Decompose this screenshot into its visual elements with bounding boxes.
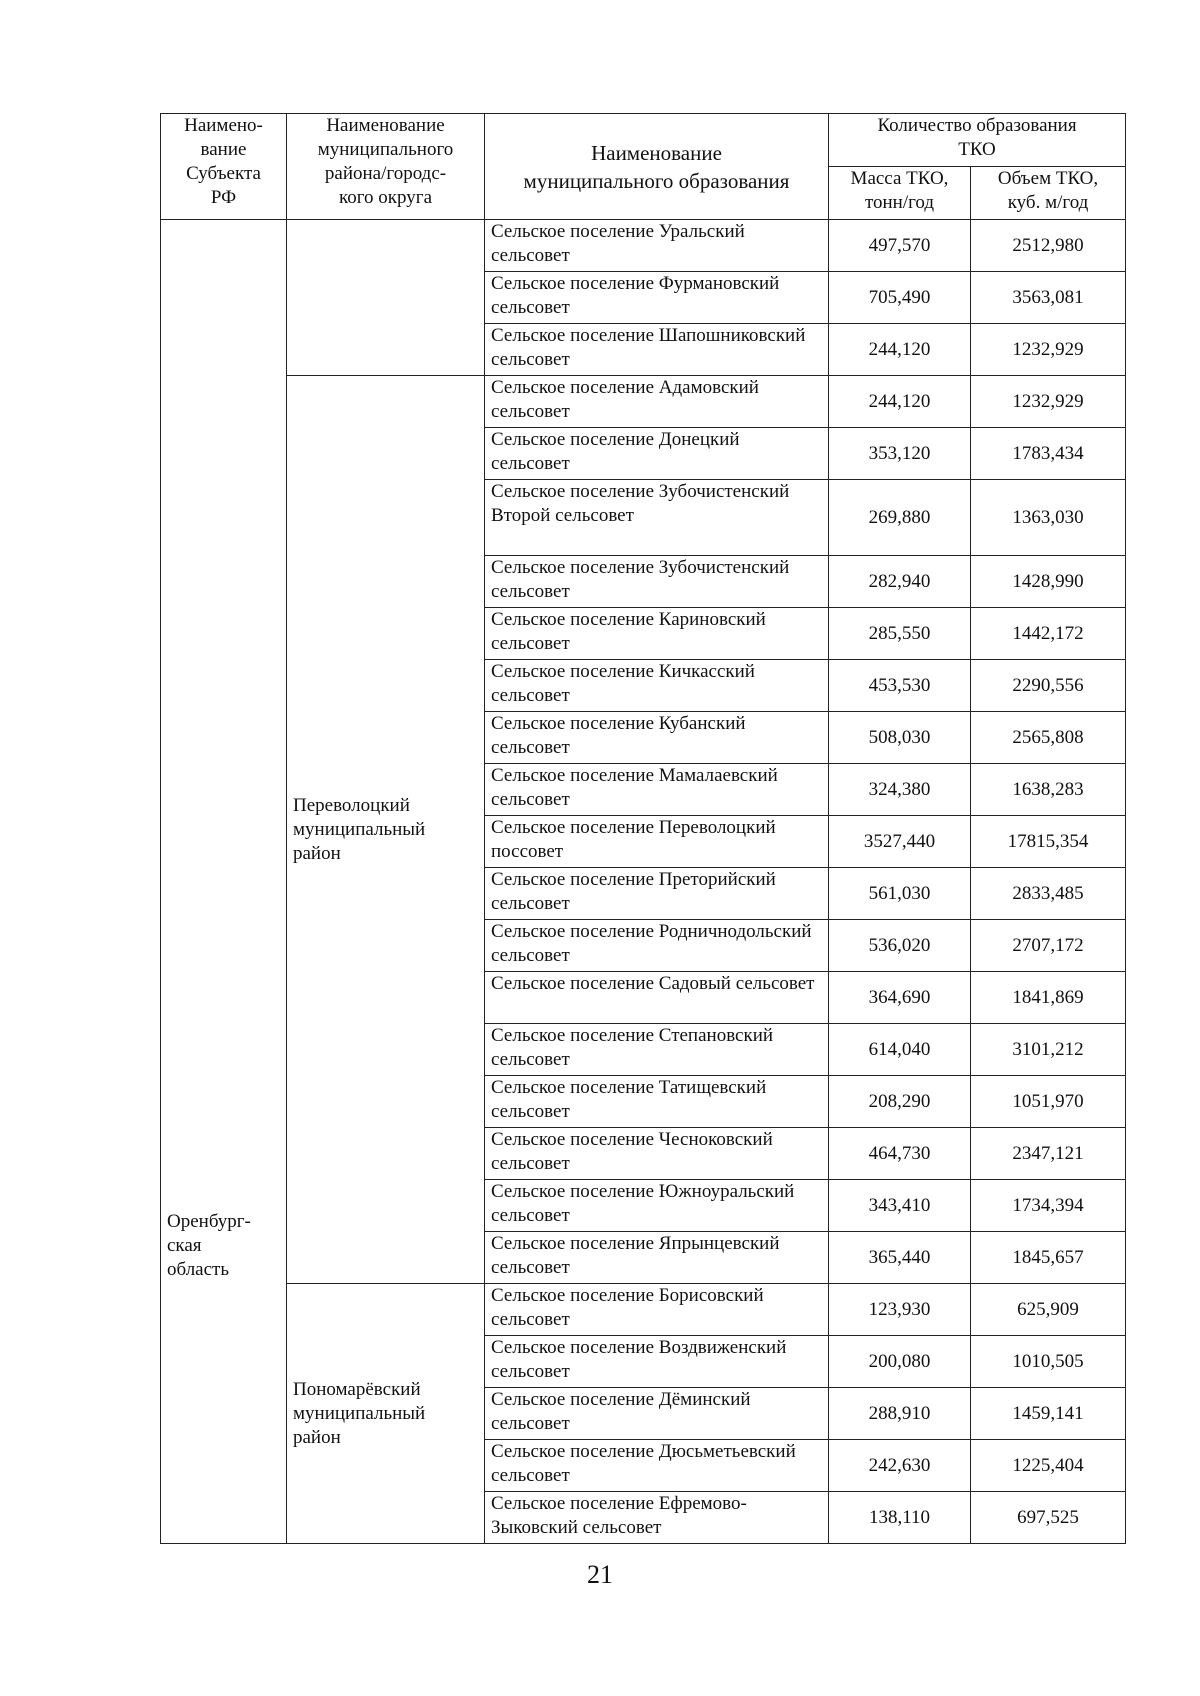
volume-value: 17815,354 xyxy=(971,816,1126,868)
mass-value: 536,020 xyxy=(829,920,971,972)
volume-value: 1051,970 xyxy=(971,1076,1126,1128)
mass-value: 138,110 xyxy=(829,1492,971,1544)
volume-value: 1232,929 xyxy=(971,376,1126,428)
volume-value: 625,909 xyxy=(971,1284,1126,1336)
volume-value: 1783,434 xyxy=(971,428,1126,480)
volume-value: 1841,869 xyxy=(971,972,1126,1024)
municipality-name: Сельское поселение Уральский сельсовет xyxy=(485,220,829,272)
mass-value: 208,290 xyxy=(829,1076,971,1128)
volume-value: 1232,929 xyxy=(971,324,1126,376)
table-row xyxy=(161,220,1126,272)
mass-value: 365,440 xyxy=(829,1232,971,1284)
header-municipality: Наименование муниципального образования xyxy=(485,114,829,220)
volume-value: 1442,172 xyxy=(971,608,1126,660)
volume-value: 3101,212 xyxy=(971,1024,1126,1076)
mass-value: 244,120 xyxy=(829,376,971,428)
municipality-name: Сельское поселение Мамалаевский сельсовет xyxy=(485,764,829,816)
district-cell: Переволоцкий муниципальный район xyxy=(287,376,485,1284)
municipality-name: Сельское поселение Борисовский сельсовет xyxy=(485,1284,829,1336)
municipality-name: Сельское поселение Степановский сельсовет xyxy=(485,1024,829,1076)
page-number: 21 xyxy=(587,1560,613,1589)
municipality-name: Сельское поселение Татищевский сельсовет xyxy=(485,1076,829,1128)
volume-value: 1010,505 xyxy=(971,1336,1126,1388)
mass-value: 3527,440 xyxy=(829,816,971,868)
volume-value: 2290,556 xyxy=(971,660,1126,712)
volume-value: 3563,081 xyxy=(971,272,1126,324)
volume-value: 1638,283 xyxy=(971,764,1126,816)
mass-value: 244,120 xyxy=(829,324,971,376)
municipality-name: Сельское поселение Адамовский сельсовет xyxy=(485,376,829,428)
district-cell: Пономарёвский муниципальный район xyxy=(287,1284,485,1544)
volume-value: 697,525 xyxy=(971,1492,1126,1544)
volume-value: 1363,030 xyxy=(971,480,1126,556)
tko-table xyxy=(160,113,1126,1544)
volume-value: 1225,404 xyxy=(971,1440,1126,1492)
volume-value: 2512,980 xyxy=(971,220,1126,272)
mass-value: 353,120 xyxy=(829,428,971,480)
mass-value: 614,040 xyxy=(829,1024,971,1076)
header-volume: Объем ТКО, куб. м/год xyxy=(971,167,1126,220)
municipality-name: Сельское поселение Дюсьметьевский сельсовет xyxy=(485,1440,829,1492)
tko-table-body xyxy=(161,220,1126,1544)
municipality-name: Сельское поселение Садовый сельсовет xyxy=(485,972,829,1024)
mass-value: 508,030 xyxy=(829,712,971,764)
mass-value: 364,690 xyxy=(829,972,971,1024)
municipality-name: Сельское поселение Родничнодольский сельсовет xyxy=(485,920,829,972)
mass-value: 464,730 xyxy=(829,1128,971,1180)
header-subject: Наимено- вание Субъекта РФ xyxy=(161,114,287,220)
municipality-name: Сельское поселение Переволоцкий поссовет xyxy=(485,816,829,868)
mass-value: 453,530 xyxy=(829,660,971,712)
header-district: Наименование муниципального района/городс- кого округа xyxy=(287,114,485,220)
municipality-name: Сельское поселение Чесноковский сельсовет xyxy=(485,1128,829,1180)
subject-cell: Оренбург- ская область xyxy=(161,220,287,1544)
municipality-name: Сельское поселение Донецкий сельсовет xyxy=(485,428,829,480)
volume-value: 1734,394 xyxy=(971,1180,1126,1232)
mass-value: 269,880 xyxy=(829,480,971,556)
municipality-name: Сельское поселение Воздвиженский сельсовет xyxy=(485,1336,829,1388)
mass-value: 288,910 xyxy=(829,1388,971,1440)
volume-value: 2833,485 xyxy=(971,868,1126,920)
municipality-name: Сельское поселение Ефремово-Зыковский сельсовет xyxy=(485,1492,829,1544)
municipality-name: Сельское поселение Зубочистенский сельсовет xyxy=(485,556,829,608)
municipality-name: Сельское поселение Дёминский сельсовет xyxy=(485,1388,829,1440)
municipality-name: Сельское поселение Шапошниковский сельсовет xyxy=(485,324,829,376)
municipality-name: Сельское поселение Преторийский сельсовет xyxy=(485,868,829,920)
mass-value: 324,380 xyxy=(829,764,971,816)
mass-value: 285,550 xyxy=(829,608,971,660)
volume-value: 1428,990 xyxy=(971,556,1126,608)
volume-value: 2707,172 xyxy=(971,920,1126,972)
mass-value: 123,930 xyxy=(829,1284,971,1336)
volume-value: 2565,808 xyxy=(971,712,1126,764)
header-mass: Масса ТКО, тонн/год xyxy=(829,167,971,220)
header-quantity: Количество образования ТКО xyxy=(829,114,1126,167)
mass-value: 282,940 xyxy=(829,556,971,608)
municipality-name: Сельское поселение Зубочистенский Второй сельсовет xyxy=(485,480,829,556)
mass-value: 200,080 xyxy=(829,1336,971,1388)
mass-value: 561,030 xyxy=(829,868,971,920)
municipality-name: Сельское поселение Кариновский сельсовет xyxy=(485,608,829,660)
mass-value: 705,490 xyxy=(829,272,971,324)
mass-value: 497,570 xyxy=(829,220,971,272)
volume-value: 1845,657 xyxy=(971,1232,1126,1284)
mass-value: 242,630 xyxy=(829,1440,971,1492)
municipality-name: Сельское поселение Кубанский сельсовет xyxy=(485,712,829,764)
mass-value: 343,410 xyxy=(829,1180,971,1232)
municipality-name: Сельское поселение Фурмановский сельсовет xyxy=(485,272,829,324)
table-row xyxy=(161,1284,1126,1336)
municipality-name: Сельское поселение Южноуральский сельсовет xyxy=(485,1180,829,1232)
volume-value: 1459,141 xyxy=(971,1388,1126,1440)
volume-value: 2347,121 xyxy=(971,1128,1126,1180)
municipality-name: Сельское поселение Кичкасский сельсовет xyxy=(485,660,829,712)
municipality-name: Сельское поселение Япрынцевский сельсовет xyxy=(485,1232,829,1284)
table-row xyxy=(161,376,1126,428)
district-cell xyxy=(287,220,485,376)
